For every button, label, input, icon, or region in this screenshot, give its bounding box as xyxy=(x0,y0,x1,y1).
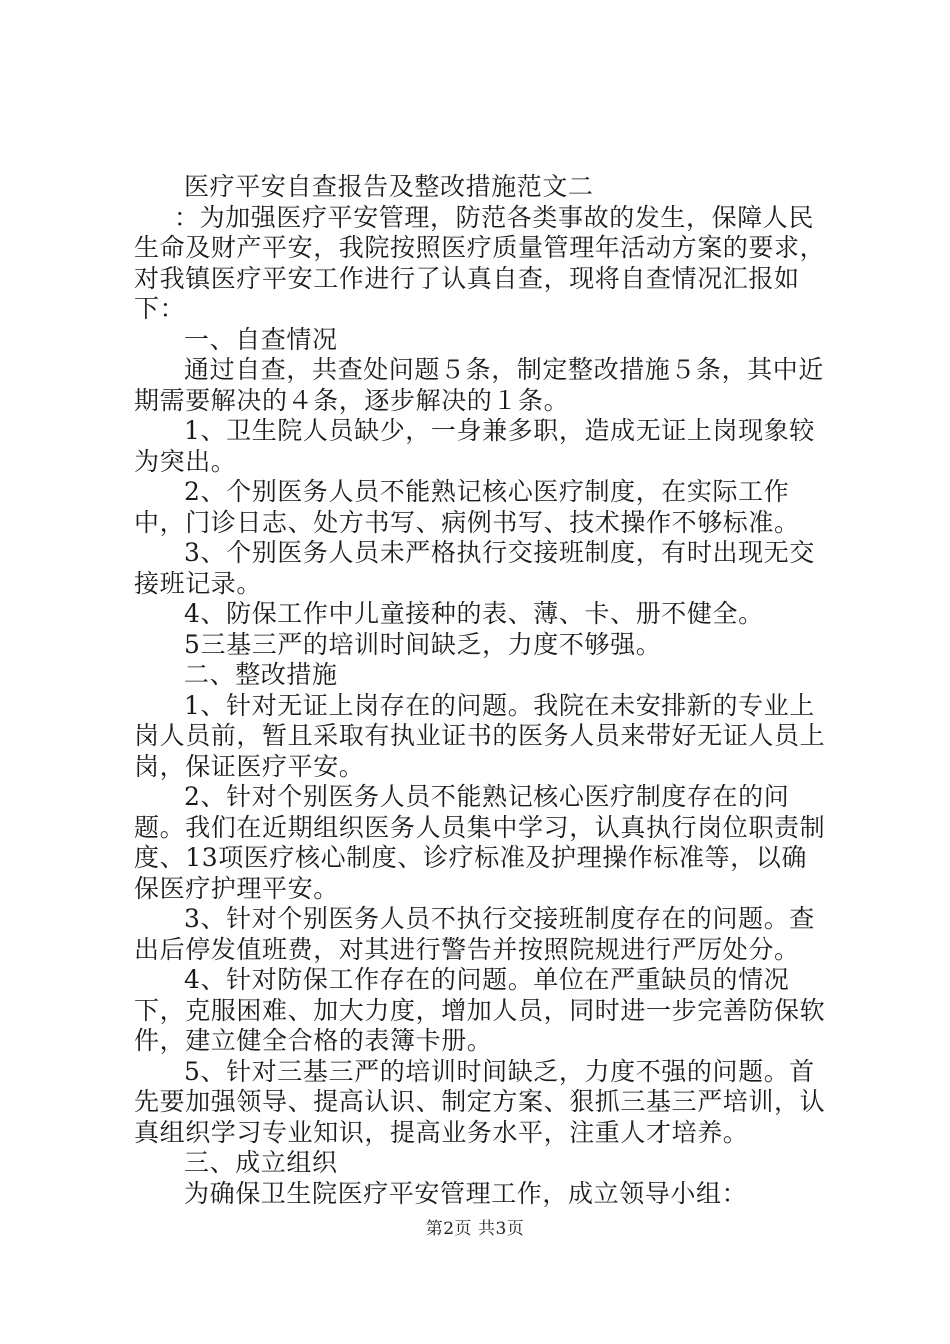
document-title: 医疗平安自查报告及整改措施范文二 xyxy=(184,172,594,201)
problem-item-2: 2、个别医务人员不能熟记核心医疗制度，在实际工作中，门诊日志、处方书写、病例书写、技术操作不够标准。 xyxy=(134,477,800,537)
measure-item-2: 2、针对个别医务人员不能熟记核心医疗制度存在的问题。我们在近期组织医务人员集中学习，认真执行岗位职责制度、13项医疗核心制度、诊疗标准及护理操作标准等，以确保医疗护理平安。 xyxy=(134,782,826,903)
paragraph-summary: 通过自查，共查处问题５条，制定整改措施５条，其中近期需要解决的４条，逐步解决的１条。 xyxy=(134,355,825,415)
document-body xyxy=(134,172,832,1209)
measure-item-5: 5、针对三基三严的培训时间缺乏，力度不强的问题。首先要加强领导、提高认识、制定方案、狠抓三基三严培训，认真组织学习专业知识，提高业务水平，注重人才培养。 xyxy=(134,1056,826,1147)
intro-paragraph: ：为加强医疗平安管理，防范各类事故的发生，保障人民生命及财产平安，我院按照医疗质量管理年活动方案的要求，对我镇医疗平安工作进行了认真自查，现将自查情况汇报如下： xyxy=(134,202,826,323)
measure-item-4: 4、针对防保工作存在的问题。单位在严重缺员的情况下，克服困难、加大力度，增加人员，同时进一步完善防保软件，建立健全合格的表簿卡册。 xyxy=(134,965,826,1055)
measure-item-1: 1、针对无证上岗存在的问题。我院在未安排新的专业上岗人员前，暂且采取有执业证书的医务人员来带好无证人员上岗，保证医疗平安。 xyxy=(134,690,826,781)
section-heading-measures: 二、整改措施 xyxy=(184,660,338,689)
section-heading-self-check: 一、自查情况 xyxy=(184,324,338,354)
problem-item-3: 3、个别医务人员未严格执行交接班制度，有时出现无交接班记录。 xyxy=(134,538,815,598)
problem-item-4: 4、防保工作中儿童接种的表、薄、卡、册不健全。 xyxy=(184,599,764,628)
page-number-label: 第2页 共3页 xyxy=(425,1219,525,1239)
section-heading-organization: 三、成立组织 xyxy=(184,1148,338,1177)
closing-paragraph: 为确保卫生院医疗平安管理工作，成立领导小组： xyxy=(184,1178,748,1208)
problem-item-1: 1、卫生院人员缺少，一身兼多职，造成无证上岗现象较为突出。 xyxy=(134,416,815,476)
problem-item-5: 5三基三严的培训时间缺乏，力度不够强。 xyxy=(184,629,662,659)
page-footer xyxy=(0,1214,950,1239)
measure-item-3: 3、针对个别医务人员不执行交接班制度存在的问题。查出后停发值班费，对其进行警告并按照院规进行严厉处分。 xyxy=(134,904,815,964)
